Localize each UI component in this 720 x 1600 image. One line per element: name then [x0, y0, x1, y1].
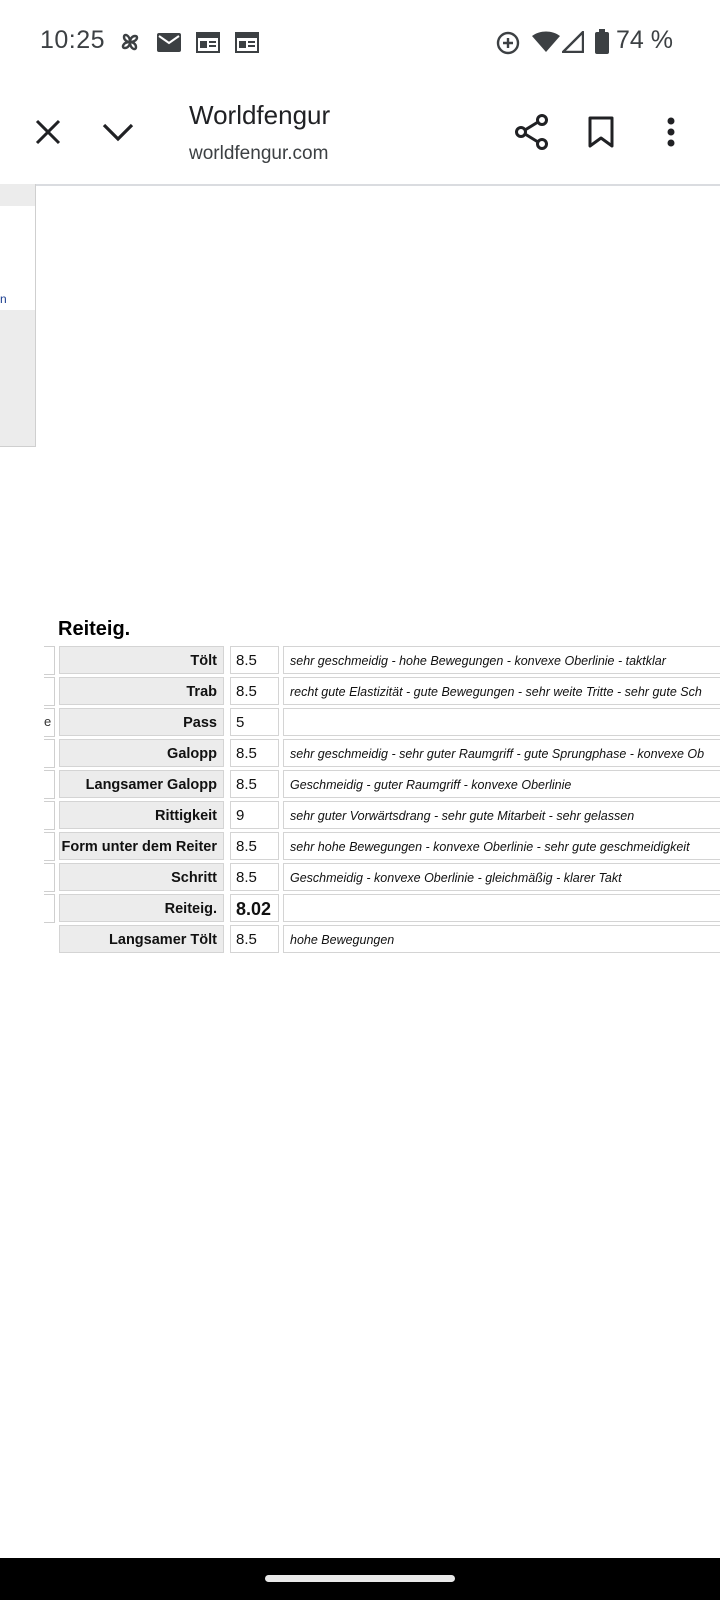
share-icon	[515, 114, 549, 155]
page-title: Worldfengur	[189, 100, 331, 130]
panel-header-fragment	[0, 184, 35, 206]
cut-cell	[44, 863, 55, 892]
status-bar	[0, 0, 720, 86]
score-label: Langsamer Galopp	[59, 770, 224, 798]
score-comment: hohe Bewegungen	[283, 925, 720, 953]
bookmark-button[interactable]	[573, 106, 629, 162]
score-comment: Geschmeidig - guter Raumgriff - konvexe Oberlinie	[283, 770, 720, 798]
score-label: Tölt	[59, 646, 224, 674]
total-label: Reiteig.	[59, 894, 224, 922]
score-comment	[283, 894, 720, 922]
score-comment: Geschmeidig - konvexe Oberlinie - gleichmäßig - klarer Takt	[283, 863, 720, 891]
close-icon	[35, 119, 61, 150]
cut-cell	[44, 708, 55, 737]
score-label: Form unter dem Reiter	[59, 832, 224, 860]
table-row	[59, 863, 720, 893]
chevron-down-icon	[102, 122, 134, 147]
score-comment: sehr geschmeidig - sehr guter Raumgriff - gute Sprungphase - konvexe Ob	[283, 739, 720, 767]
table-row	[59, 677, 720, 707]
score-comment	[283, 708, 720, 736]
cut-cell	[44, 770, 55, 799]
system-navigation-bar	[0, 1558, 720, 1600]
bookmark-icon	[588, 116, 614, 153]
battery-icon	[594, 29, 610, 60]
table-row	[59, 801, 720, 831]
table-row	[59, 646, 720, 676]
data-saver-icon	[496, 31, 520, 60]
gmail-icon	[157, 33, 181, 57]
cut-cell	[44, 832, 55, 861]
table-row	[59, 925, 720, 955]
score-comment: sehr guter Vorwärtsdrang - sehr gute Mitarbeit - sehr gelassen	[283, 801, 720, 829]
score-label: Pass	[59, 708, 224, 736]
score-comment: sehr hohe Bewegungen - konvexe Oberlinie - sehr gute geschmeidigkeit	[283, 832, 720, 860]
share-button[interactable]	[504, 106, 560, 162]
score-label: Trab	[59, 677, 224, 705]
news-icon	[196, 32, 220, 58]
score-value: 9	[230, 801, 279, 829]
cut-cell	[44, 739, 55, 768]
score-value: 8.5	[230, 739, 279, 767]
total-value: 8.02	[230, 894, 279, 922]
cut-cell	[44, 801, 55, 830]
battery-percent: 74 %	[616, 26, 673, 54]
cut-cell	[44, 894, 55, 923]
score-label: Schritt	[59, 863, 224, 891]
table-row	[59, 739, 720, 769]
score-value: 8.5	[230, 863, 279, 891]
total-row	[59, 894, 720, 924]
score-value: 8.5	[230, 925, 279, 953]
panel-link-fragment[interactable]: n	[0, 292, 7, 306]
custom-tab-toolbar	[0, 86, 720, 186]
score-value: 8.5	[230, 832, 279, 860]
score-value: 8.5	[230, 677, 279, 705]
cut-cell-text: e	[44, 714, 52, 729]
table-row	[59, 832, 720, 862]
more-vert-icon	[667, 117, 675, 152]
score-comment: recht gute Elastizität - gute Bewegungen - sehr weite Tritte - sehr gute Sch	[283, 677, 720, 705]
panel-body-fragment	[0, 310, 35, 446]
table-row	[59, 708, 720, 738]
cut-cell	[44, 677, 55, 706]
page-url[interactable]: worldfengur.com	[189, 143, 329, 164]
signal-icon	[562, 31, 584, 58]
minimize-button[interactable]	[90, 106, 146, 162]
cut-cell	[44, 646, 55, 675]
table-row	[59, 770, 720, 800]
home-gesture-handle[interactable]	[265, 1575, 455, 1582]
news-icon	[235, 32, 259, 58]
score-value: 8.5	[230, 770, 279, 798]
wifi-icon	[532, 31, 560, 58]
side-panel-fragment	[0, 184, 36, 447]
pinwheel-icon	[117, 29, 143, 60]
score-label: Galopp	[59, 739, 224, 767]
score-label: Langsamer Tölt	[59, 925, 224, 953]
status-time: 10:25	[40, 26, 106, 54]
score-value: 8.5	[230, 646, 279, 674]
score-label: Rittigkeit	[59, 801, 224, 829]
section-title: Reiteig.	[58, 618, 131, 640]
score-value: 5	[230, 708, 279, 736]
more-options-button[interactable]	[643, 106, 699, 162]
close-button[interactable]	[20, 106, 76, 162]
score-comment: sehr geschmeidig - hohe Bewegungen - konvexe Oberlinie - taktklar	[283, 646, 720, 674]
